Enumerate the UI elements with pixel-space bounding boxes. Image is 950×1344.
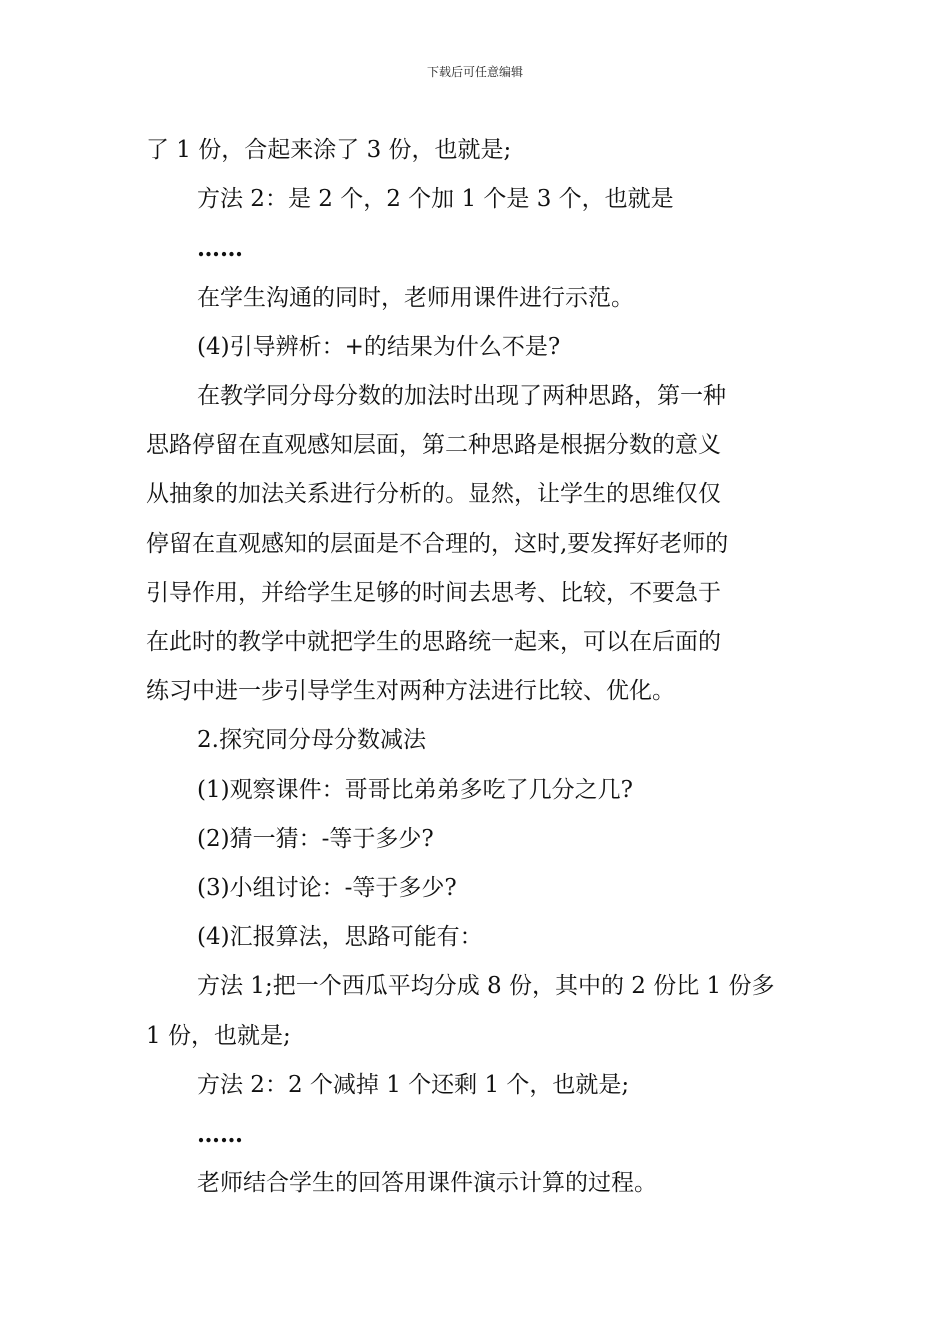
text-line: (4)引导辨析：+的结果为什么不是? bbox=[197, 333, 561, 360]
page-header: 下载后可任意编辑 bbox=[426, 65, 523, 79]
text-line: (4)汇报算法，思路可能有： bbox=[197, 924, 483, 951]
section-heading: 2.探究同分母分数减法 bbox=[197, 727, 426, 754]
text-line: 练习中进一步引导学生对两种方法进行比较、优化。 bbox=[146, 678, 675, 705]
text-line: 方法 2：2 个减掉 1 个还剩 1 个，也就是; bbox=[197, 1071, 630, 1098]
document-body bbox=[146, 126, 810, 1208]
text-line: 老师结合学生的回答用课件演示计算的过程。 bbox=[197, 1170, 657, 1197]
text-line: 引导作用，并给学生足够的时间去思考、比较，不要急于 bbox=[146, 579, 721, 606]
text-line: 方法 2：是 2 个，2 个加 1 个是 3 个，也就是 bbox=[197, 186, 674, 213]
text-line: 了 1 份，合起来涂了 3 份，也就是; bbox=[146, 137, 512, 163]
text-line: 1 份，也就是; bbox=[146, 1022, 291, 1049]
text-line: 在学生沟通的同时，老师用课件进行示范。 bbox=[197, 284, 634, 311]
text-line: 停留在直观感知的层面是不合理的，这时,要发挥好老师的 bbox=[146, 530, 729, 557]
text-line: 从抽象的加法关系进行分析的。显然，让学生的思维仅仅 bbox=[146, 481, 721, 508]
text-line: (1)观察课件：哥哥比弟弟多吃了几分之几? bbox=[197, 776, 633, 803]
text-line: (2)猜一猜：-等于多少? bbox=[197, 825, 434, 852]
ellipsis-line: …… bbox=[197, 1121, 243, 1149]
text-line: 在此时的教学中就把学生的思路统一起来，可以在后面的 bbox=[146, 629, 721, 656]
paragraph-start: 在教学同分母分数的加法时出现了两种思路，第一种 bbox=[197, 383, 726, 410]
ellipsis-line: …… bbox=[197, 235, 243, 263]
text-line: 思路停留在直观感知层面，第二种思路是根据分数的意义 bbox=[146, 432, 721, 459]
text-line: (3)小组讨论：-等于多少? bbox=[197, 875, 457, 902]
text-line: 方法 1;把一个西瓜平均分成 8 份，其中的 2 份比 1 份多 bbox=[197, 973, 775, 1000]
